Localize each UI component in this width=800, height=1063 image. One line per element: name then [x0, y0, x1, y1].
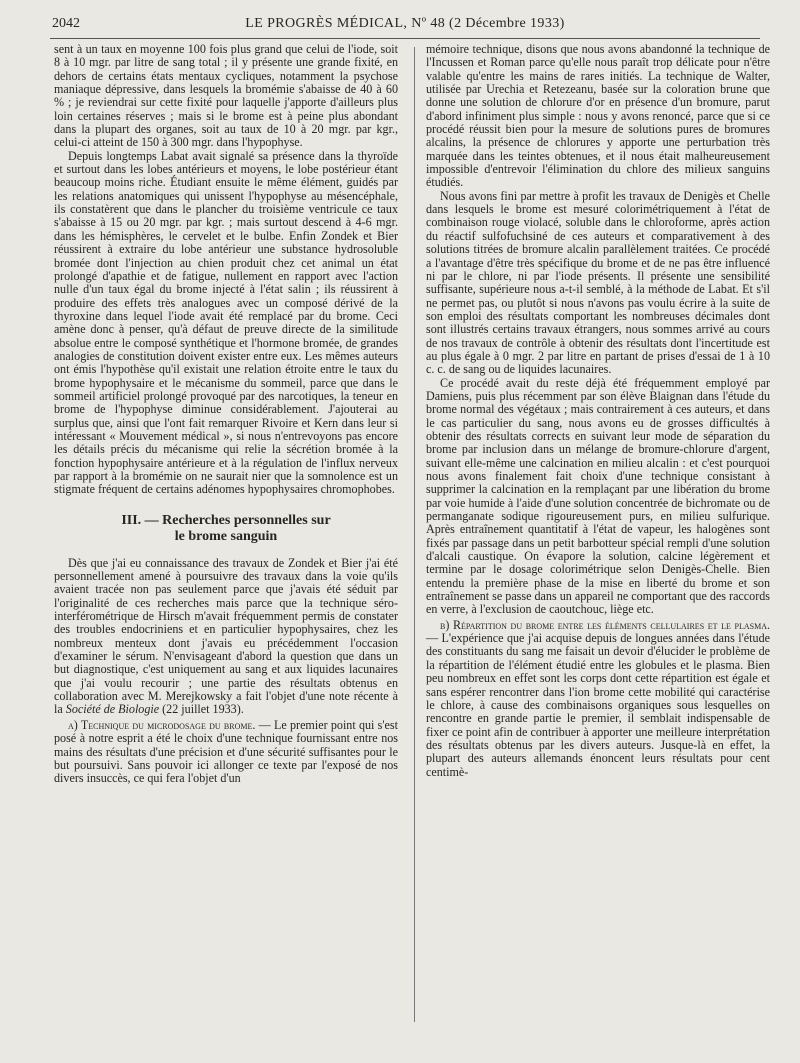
paragraph: Ce procédé avait du reste déjà été fréquemment employé par Damiens, puis plus récemment par son élève Blaignan dans l'étude du brome normal des végétaux ; mais contrairement à ces auteurs, et dans le cas particulier du sang, nous avons eu de grosses difficultés à obtenir des résultats corrects en suivant leur mode de séparation du brome par inclusion dans un mélange de bromure-chlorure d'argent, suivant elle-même une calcination en milieu alcalin : et c'est pourquoi nous avons finalement fait choix d'une technique consistant à supprimer la calcination en la remplaçant par une libération du brome par voie humide à l'aide d'une solution concentrée de bichromate ou de permanganate sodique rigoureusement purs, en milieu sulfurique. Après entraînement quantitatif à l'état de vapeur, les halogènes sont fixés par passage dans un petit barbotteur spécial rempli d'une solution d'alcali caustique. On évapore la solution, calcine légèrement et termine par le dosage colorimétrique selon Denigès-Chelle. Bien entendu la première phase de la mise en liberté du brome et son entraînement se passe dans un appareil ne comportant que des raccords en verre, à l'exclusion de caoutchouc, liège etc.	[426, 375, 770, 617]
paragraph	[54, 557, 398, 717]
page-header	[50, 14, 760, 39]
page-number: 2042	[52, 16, 80, 31]
paragraph	[426, 619, 770, 779]
paragraph-text: (22 juillet 1933).	[162, 702, 244, 717]
paragraph	[54, 719, 398, 786]
paragraph: mémoire technique, disons que nous avons abandonné la technique de l'Incussen et Roman parce qu'elle nous paraît trop délicate pour n'être valable qu'entre les mains de rares initiés. La technique de Walter, utilisée par Urechia et Retezeanu, basée sur la coloration brune que donne une solution de chlorure d'or en présence d'un bromure, parut d'abord infiniment plus simple : nous y avons renoncé, parce que si ce procédé réussit bien pour la mesure de solutions pures de bromures alcalins, la présence de chlorures y apporte une perturbation très marquée dans les teintes obtenues, et il nous était malheureusement impossible d'entrevoir l'élimination du chlore des milieux sanguins étudiés.	[426, 42, 770, 190]
subsection-label: b) Répartition du brome entre les éléments cellulaires et le plasma.	[440, 617, 770, 632]
section-heading-line: III. — Recherches personnelles sur	[121, 512, 331, 528]
journal-title: LE PROGRÈS MÉDICAL, Nº 48 (2 Décembre 1933)	[245, 16, 565, 31]
section-heading-line: le brome sanguin	[174, 528, 278, 544]
subsection-label: a) Technique du microdosage du brome.	[68, 717, 256, 732]
journal-reference: Société de Biologie	[65, 702, 160, 717]
left-column	[54, 43, 398, 786]
paragraph: sent à un taux en moyenne 100 fois plus grand que celui de l'iode, soit 8 à 10 mgr. par litre de sang total ; il y présente une grande fixité, en dehors de certains états mentaux cycliques, notamment la psychose maniaque dépressive, dans lesquels la bromémie s'abaisse de 40 à 60 % ; je reviendrai sur cette fixité pour laquelle j'apporte d'ailleurs plus loin certaines réserves ; mais si le brome est à peine plus abondant dans la plupart des organes, soit au taux de 10 à 20 mgr. par kgr., celui-ci atteint de 150 à 300 mgr. dans l'hypophyse.	[54, 42, 398, 150]
article-body	[50, 42, 770, 1053]
right-column	[426, 43, 770, 779]
paragraph: Depuis longtemps Labat avait signalé sa présence dans la thyroïde et surtout dans les lobes antérieurs et moyens, le lobe postérieur étant beaucoup moins riche. Étudiant ensuite le même élément, guidés par les relations anatomiques qui unissent l'hypophyse au mésencéphale, ils constatèrent que dans le plancher du troisième ventricule ce taux s'abaisse à 15 ou 20 mgr. par kgr. ; mais surtout descend à 4-6 mgr. dans les hémisphères, le cervelet et le bulbe. Enfin Zondek et Bier réussirent à extraire du lobe antérieur une substance hydrosoluble bromée dont l'injection au chien produit chez cet animal un état prolongé d'apathie et de fatigue, nullement en rapport avec l'action nulle d'un taux égal du brome injecté à l'état salin ; ils réussirent à produire des effets très analogues avec un composé dérivé de la thyroxine dans lequel l'iode avait été remplacé par du brome. Ceci amène donc à penser, qu'à défaut de preuve directe de la similitude absolue entre le composé synthétique et l'hormone bromée, de grandes analogies de constitution doivent exister entre eux. Les mêmes auteurs ont émis l'hypothèse qu'il existait une relation étroite entre le taux du brome hypophysaire et le mécanisme du sommeil, parce que dans le sommeil artificiel prolongé provoqué par des narcotiques, la teneur en brome de l'hypophyse diminue considérablement. J'ajouterai au surplus que, ainsi que l'ont fait remarquer Rivoire et Kern dans leur si intéressant « Mouvement médical », si nous n'entrevoyons pas encore les détails précis du mécanisme qui relie la sécrétion bromée à la fonction hypophysaire antérieure et à la régulation de l'influx nerveux par rapport à la bromémie on ne saurait nier que la somnolence est un stigmate fréquent de certains adénomes hypophysaires chromophobes.	[54, 148, 398, 497]
paragraph-text: — Le premier point qui s'est posé à notre esprit a été le choix d'une technique fournissant entre nos mains des résultats d'une précision et d'une sécurité suffisantes pour le but poursuivi. Sans pouvoir ici allonger ce texte par l'exposé de nos divers insuccès, ce qui fera l'objet d'un	[54, 717, 398, 786]
section-heading	[54, 513, 398, 545]
paragraph: Nous avons fini par mettre à profit les travaux de Denigès et Chelle dans lesquels le brome est mesuré colorimétriquement à l'état de combinaison rouge violacé, soluble dans le chloroforme, après action du réactif sulfofuchsiné de ces auteurs et comparativement à des solutions titrées de bromure alcalin parallèlement traitées. Ce procédé a l'avantage d'être très spécifique du brome et de ne pas être influencé ni par le chlore, ni par l'iode présents. Il présente une sensibilité suffisante, supérieure nous a-t-il semblé, à la méthode de Labat. Et s'il ne permet pas, ou plutôt si nous n'avons pas voulu écrire à la suite de son emploi des résultats comportant les nombreuses décimales dont sont illustrés certains travaux étrangers, nous sommes arrivé au cours de nos travaux de contrôle à obtenir des résultats dont l'incertitude est au plus égale à 0 mgr. 2 par litre en partant de prises d'essai de 1 à 10 c. c. de sang ou de liquides lacunaires.	[426, 188, 770, 377]
paragraph-text: — L'expérience que j'ai acquise depuis de longues années dans l'étude des constituants du sang me faisait un devoir d'élucider le problème de la répartition de l'élément étudié entre les globules et le plasma. Bien peu nombreux en effet sont les corps dont cette répartition est égale et sans espérer rencontrer dans l'ion brome cette mobilité qui caractérise le chlore, à cause des combinaisons organiques sous lesquelles on rencontre en grande partie le premier, il semblait indispensable de fixer ce point afin de contribuer à apporter une meilleure interprétation des résultats obtenus par les divers auteurs. Jusque-là en effet, la plupart des auteurs allemands énoncent leurs résultats pour cent centimè-	[426, 631, 770, 779]
paragraph-text: Dès que j'ai eu connaissance des travaux de Zondek et Bier j'ai été personnellement amené à poursuivre des travaux dans la voie qu'ils avaient tracée non pas seulement parce que j'avais été séduit par l'originalité de ces recherches mais parce que la technique séro-interférométrique de Hirsch m'avait fréquemment permis de constater des troubles endocriniens et en particulier hypophysaires, chez les nombreux menteux dont j'avais eu précédemment l'occasion d'examiner le sérum. N'envisageant d'abord la question que dans un but diagnostique, c'est uniquement au sang et aux liquides lacunaires que j'ai voulu recourir ; une partie des résultats obtenus en collaboration avec M. Merejkowsky a fait l'objet d'une note récente à la	[54, 555, 398, 717]
column-divider	[414, 47, 415, 1022]
